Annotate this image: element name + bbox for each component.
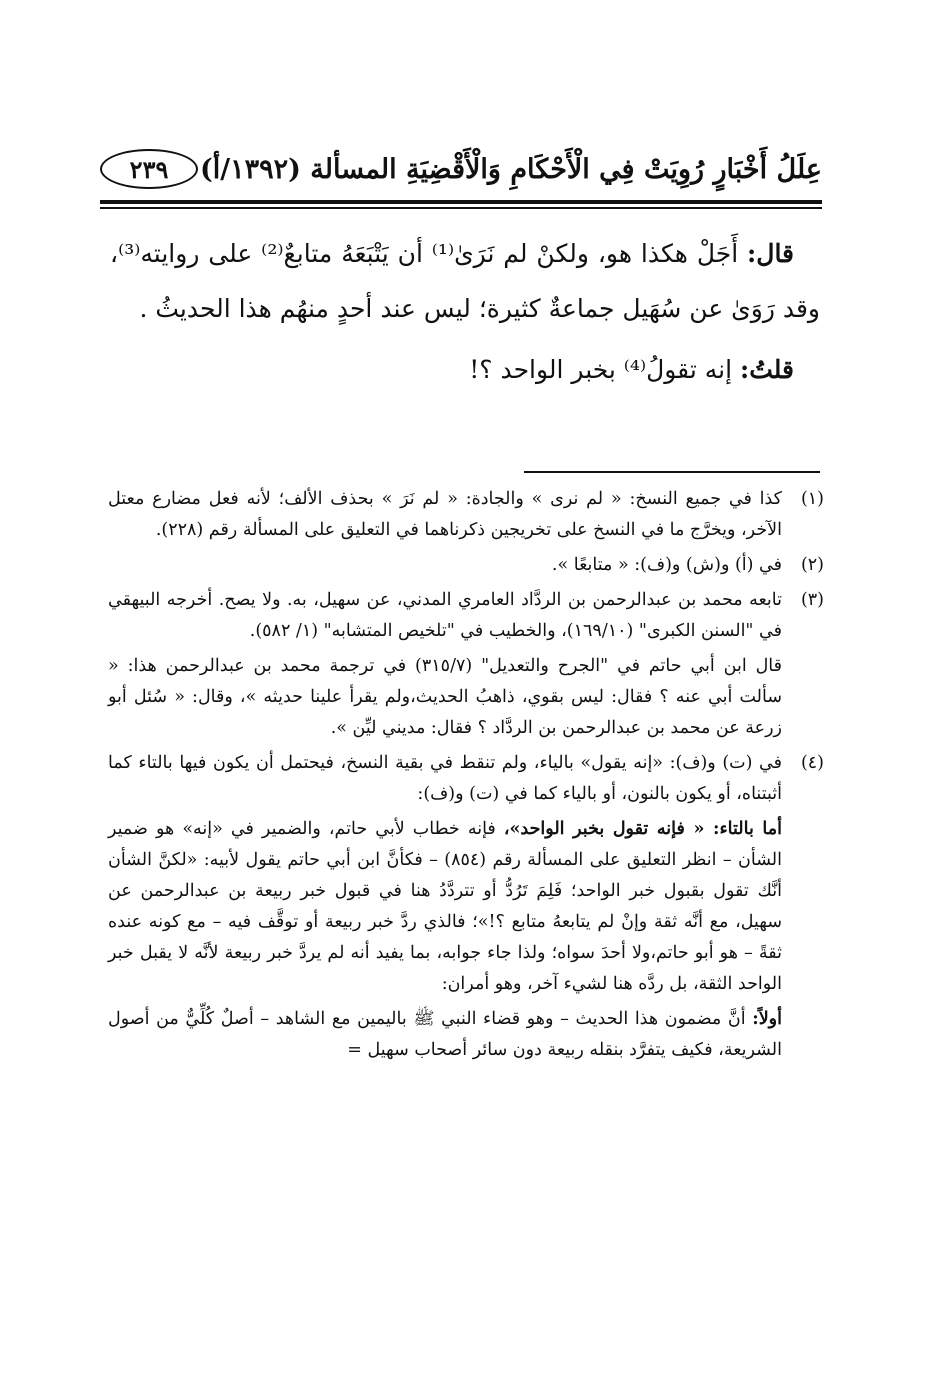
footnote-number: (٣) — [800, 590, 824, 610]
footnote-lead: أولاً: — [752, 1009, 782, 1029]
footnote-body — [108, 484, 782, 546]
main-text — [110, 226, 820, 397]
footnote-text-run: أنَّ مضمون هذا الحديث – وهو قضاء النبي ﷺ باليمين مع الشاهد – أصلٌ كُلِّيٌّ من أصول الشريعة، فكيف يتفرَّد بنقله ربيعة دون سائر أصحاب سهيل = — [108, 1009, 782, 1060]
footnote-text — [108, 1004, 782, 1066]
header-title: عِلَلُ أَخْبَارٍ رُوِيَتْ فِي الْأَحْكَامِ وَالْأَقْضِيَةِ المسألة (١٣٩٢/أ) — [199, 153, 822, 185]
header-rule-thick — [100, 200, 822, 204]
main-paragraph-2 — [110, 342, 820, 397]
running-header — [100, 143, 822, 195]
footnote-text-run: فإنه خطاب لأبي حاتم، والضمير في «إنه» هو ضمير الشأن – انظر التعليق على المسألة رقم (٨٥٤) – فكأنَّ ابن أبي حاتم يقول لأبيه: «لكنَّ الشأن أنَّك تقول بقبول خبر الواحد؛ فَلِمَ تَرُدُّ أو تتردَّدُ هنا في قبول خبر ربيعة بن عبدالرحمن عن سهيل، مع أنَّه ثقة وإنْ لم يتابعهُ متابع ؟!»؛ فالذي ردَّ خبر ربيعة أو توقَّف فيه – مع كونه عنده ثقةً – هو أبو حاتم،ولا أحدَ سواه؛ ولذا جاء جوابه، بما يفيد أنه لم يردَّ خبر ربيعة لأنَّه لا يقبل خبر الواحد الثقة، بل ردَّه هنا لشيء آخر، وهو أمران: — [108, 819, 782, 994]
footnote-text: في (ت) و(ف): «إنه يقول» بالياء، ولم تنقط في بقية النسخ، فيحتمل أن يكون فيها بالتاء كما أثبتناه، أو يكون بالنون، أو بالياء كما في (ت) و(ف): — [108, 753, 782, 804]
speaker-label: قال: — [747, 239, 795, 268]
footnote-lead: أما بالتاء: « فإنه تقول بخبر الواحد»، — [503, 819, 782, 839]
header-rule-thin — [100, 207, 822, 209]
footnote-1 — [108, 484, 824, 546]
footnote-text — [108, 814, 782, 1000]
footnotes — [108, 484, 824, 1070]
footnote-text: تابعه محمد بن عبدالرحمن بن الردَّاد العامري المدني، عن سهيل، به. ولا يصح. أخرجه البيهقي في "السنن الكبرى" (١٦٩/١٠)، والخطيب في "تلخيص المتشابه" (١/ ٥٨٢). — [108, 590, 782, 641]
footnote-body — [108, 748, 782, 1066]
footnote-text: قال ابن أبي حاتم في "الجرح والتعديل" (٣١٥/٧) في ترجمة محمد بن عبدالرحمن هذا: « سألت أبي عنه ؟ فقال: ليس بقوي، ذاهبُ الحديث،ولم يقرأ علينا حديثه »، وقال: « سُئل أبو زرعة عن محمد بن عبدالرحمن بن الردَّاد ؟ فقال: مديني ليِّن ». — [108, 656, 783, 738]
footnote-number: (١) — [800, 489, 824, 509]
footnote-4 — [108, 748, 824, 1066]
footnote-text: في (أ) و(ش) و(ف): « متابعًا ». — [551, 555, 782, 575]
paragraph-text: أَجَلْ هكذا هو، ولكنْ لم نَرَىٰ⁽¹⁾ أن يَتْبَعَهُ متابعٌ⁽²⁾ على روايته⁽³⁾، وقد رَوَىٰ عن سُهَيل جماعةٌ كثيرة؛ ليس عند أحدٍ منهُم هذا الحديثُ . — [110, 239, 820, 323]
footnote-2 — [108, 550, 824, 581]
footnote-body — [108, 585, 782, 744]
footnote-body — [108, 550, 782, 581]
footnote-text: كذا في جميع النسخ: « لم نرى » والجادة: « لم نَرَ » بحذف الألف؛ لأنه فعل مضارع معتل الآخر، ويخرَّج ما في النسخ على تخريجين ذكرناهما في التعليق على المسألة رقم (٢٢٨). — [108, 489, 782, 540]
main-paragraph-1 — [110, 226, 820, 336]
speaker-label: قلتُ: — [739, 355, 794, 384]
page-number-badge: ٢٣٩ — [100, 149, 198, 189]
paragraph-text: إنه تقولُ⁽⁴⁾ بخبر الواحد ؟! — [469, 355, 733, 384]
footnote-separator — [524, 471, 820, 473]
footnote-3 — [108, 585, 824, 744]
footnote-number: (٢) — [800, 555, 824, 575]
footnote-number: (٤) — [800, 753, 824, 773]
